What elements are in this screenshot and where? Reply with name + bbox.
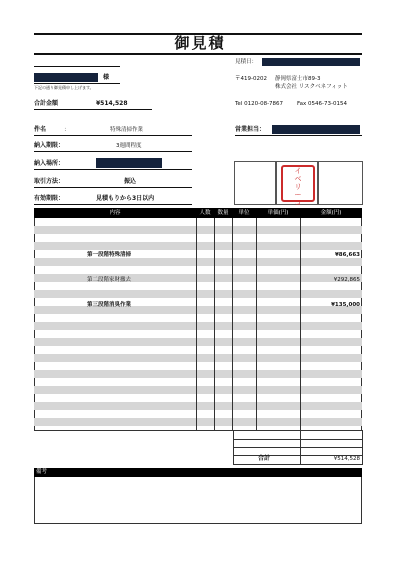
stamp-box-empty <box>234 161 276 205</box>
totals-row-line-2 <box>233 447 362 448</box>
remarks-label: 備考 <box>36 469 48 475</box>
table-row-3-amount: ¥135,000 <box>331 302 360 308</box>
subject-sep: ： <box>64 127 70 133</box>
col-line-1 <box>196 218 197 431</box>
table-header-unit: 単位 <box>238 210 250 216</box>
table-header-amount: 金額(円) <box>320 210 342 216</box>
grand-total-label: 合計 <box>258 455 271 462</box>
company-address: 静岡県富士市89-3 <box>275 76 321 82</box>
total-label: 合計金額 <box>34 100 59 107</box>
validity-value: 見積もりから3日以内 <box>96 195 155 202</box>
table-row-band <box>34 322 362 330</box>
validity-underline <box>34 204 192 205</box>
table-header-unit-price: 単価(円) <box>267 210 289 216</box>
company-name: 株式会社 リスクベネフィット <box>275 84 348 90</box>
table-row-2-amount: ¥292,865 <box>333 277 360 283</box>
table-row-3-content: 第三段階消臭作業 <box>87 302 132 308</box>
note-small: 下記の通り御見積申し上げます。 <box>34 85 94 90</box>
totals-col-line <box>300 430 301 464</box>
delivery-underline <box>34 151 192 152</box>
sales-rep-underline <box>235 135 362 136</box>
customer-underline <box>34 83 120 84</box>
table-row-1-content: 第一段階特殊清掃 <box>87 252 132 258</box>
stamp-box-empty-2 <box>318 161 363 205</box>
company-tel: Tel 0120-08-7867 <box>235 101 284 107</box>
table-row-band <box>34 418 362 426</box>
place-label: 納入場所： <box>34 160 65 167</box>
table-row-band <box>34 370 362 378</box>
table-row-band <box>34 354 362 362</box>
estimate-date-label: 見積日： <box>235 59 258 65</box>
remarks-box <box>34 477 362 524</box>
payment-value: 振込 <box>124 178 137 185</box>
place-redacted <box>96 158 162 168</box>
seal-text: イベリーコ <box>294 167 302 207</box>
grand-total-value: ¥514,528 <box>333 456 360 462</box>
sales-rep-label: 営業担当： <box>235 126 266 133</box>
col-line-3 <box>232 218 233 431</box>
customer-suffix: 様 <box>103 74 110 81</box>
total-underline <box>34 109 152 110</box>
customer-name-redacted <box>34 73 98 82</box>
sales-rep-redacted <box>272 125 360 134</box>
table-row-band <box>34 258 362 266</box>
table-row-2-content: 第二段階家財撤去 <box>87 277 132 283</box>
company-seal <box>281 165 315 207</box>
page-title: 御見積 <box>174 34 226 52</box>
company-fax: Fax 0546-73-0154 <box>297 101 347 107</box>
place-underline <box>34 169 192 170</box>
title-rule-bottom <box>34 53 362 55</box>
customer-rule-top <box>34 66 120 67</box>
col-line-2 <box>214 218 215 431</box>
subject-label: 件名 <box>34 126 47 133</box>
totals-row-line-1 <box>233 439 362 440</box>
table-row-band <box>34 226 362 234</box>
remarks-header <box>34 468 362 477</box>
col-line-4 <box>256 218 257 431</box>
validity-label: 有効期限： <box>34 195 65 202</box>
delivery-value: 3週間程度 <box>116 143 142 149</box>
table-row-band <box>34 402 362 410</box>
subject-underline <box>34 135 192 136</box>
delivery-label: 納入期限： <box>34 142 65 149</box>
table-row-1-amount: ¥86,663 <box>334 252 360 258</box>
col-line-5 <box>300 218 301 431</box>
table-header-quantity: 数量 <box>217 210 229 216</box>
table-row-band <box>34 242 362 250</box>
estimate-date-redacted <box>262 58 360 66</box>
table-row-band <box>34 386 362 394</box>
company-postal: 〒419-0202 <box>235 76 267 82</box>
table-header-content: 内容 <box>109 210 121 216</box>
subject-value: 特殊清掃作業 <box>110 127 144 133</box>
table-header-people: 人数 <box>199 210 211 216</box>
payment-label: 取引方法： <box>34 178 65 185</box>
payment-underline <box>34 187 192 188</box>
table-row-band <box>34 290 362 298</box>
table-row-band <box>34 338 362 346</box>
total-value: ¥514,528 <box>96 100 128 107</box>
